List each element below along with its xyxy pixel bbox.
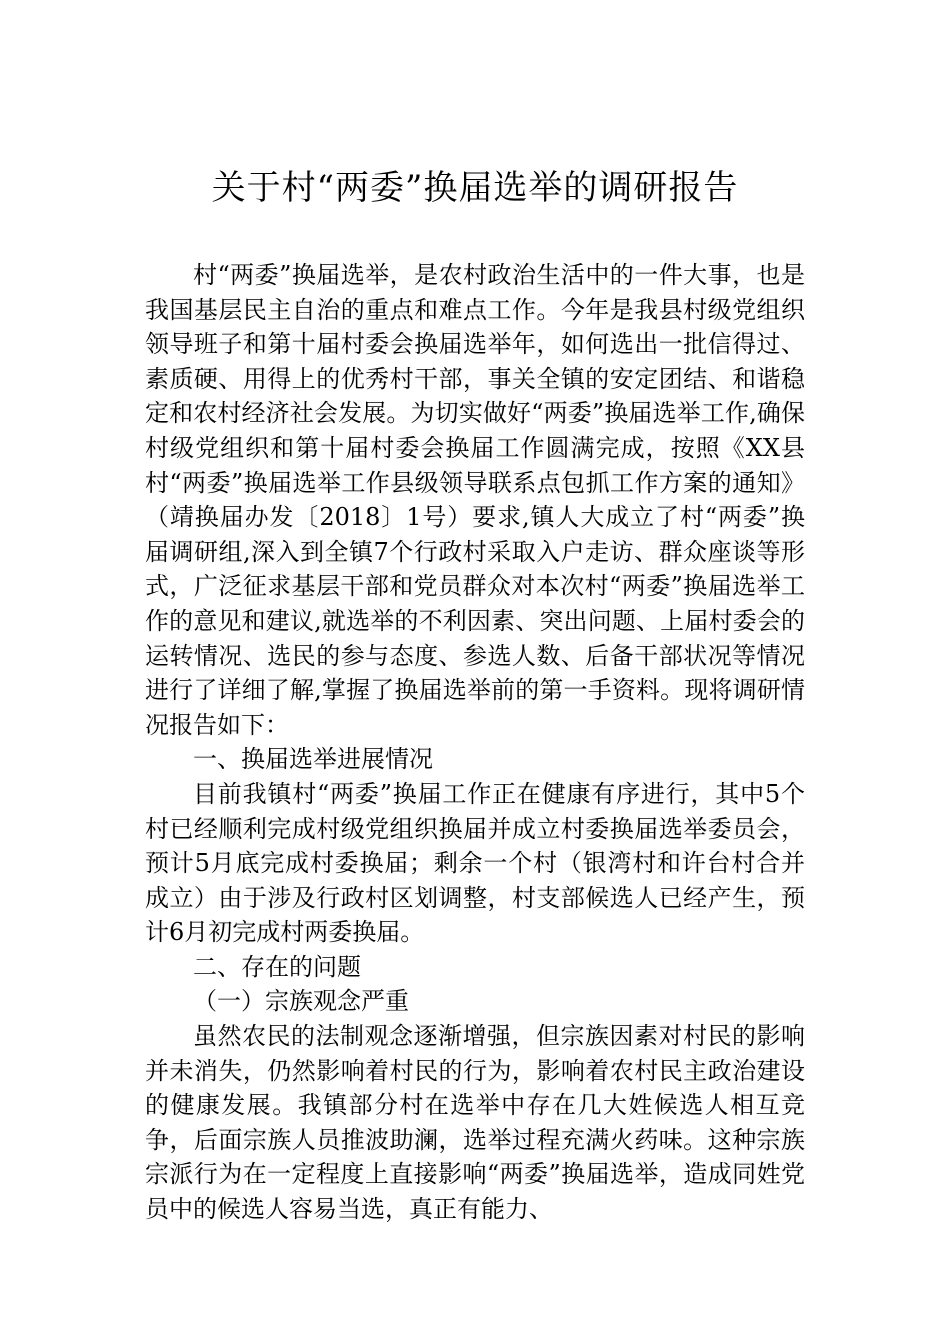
progress-paragraph: 目前我镇村“两委”换届工作正在健康有序进行，其中5个村已经顺利完成村级党组织换届并成立村委换届选举委员会，预计5月底完成村委换届；剩余一个村（银湾村和许台村合并成立）由于涉及行政村区划调整，村支部候选人已经产生，预计6月初完成村两委换届。 — [145, 779, 805, 947]
section-heading-problems: 二、存在的问题 — [193, 952, 361, 981]
document-title: 关于村“两委”换届选举的调研报告 — [211, 168, 739, 208]
subsection-heading-clan: （一）宗族观念严重 — [193, 987, 409, 1016]
document-body — [145, 258, 805, 1227]
section-heading-progress: 一、换届选举进展情况 — [193, 745, 433, 774]
clan-paragraph: 虽然农民的法制观念逐渐增强，但宗族因素对村民的影响并未消失，仍然影响着村民的行为，影响着农村民主政治建设的健康发展。我镇部分村在选举中存在几大姓候选人相互竞争，后面宗族人员推波助澜，选举过程充满火药味。这种宗族宗派行为在一定程度上直接影响“两委”换届选举，造成同姓党员中的候选人容易当选，真正有能力、 — [145, 1022, 805, 1224]
intro-paragraph: 村“两委”换届选举，是农村政治生活中的一件大事，也是我国基层民主自治的重点和难点工作。今年是我县村级党组织领导班子和第十届村委会换届选举年，如何选出一批信得过、素质硬、用得上的优秀村干部，事关全镇的安定团结、和谐稳定和农村经济社会发展。为切实做好“两委”换届选举工作,确保村级党组织和第十届村委会换届工作圆满完成，按照《XX县村“两委”换届选举工作县级领导联系点包抓工作方案的通知》（靖换届办发〔2018〕1号）要求,镇人大成立了村“两委”换届调研组,深入到全镇7个行政村采取入户走访、群众座谈等形式，广泛征求基层干部和党员群众对本次村“两委”换届选举工作的意见和建议,就选举的不利因素、突出问题、上届村委会的运转情况、选民的参与态度、参选人数、后备干部状况等情况进行了详细了解,掌握了换届选举前的第一手资料。现将调研情况报告如下： — [145, 261, 805, 739]
